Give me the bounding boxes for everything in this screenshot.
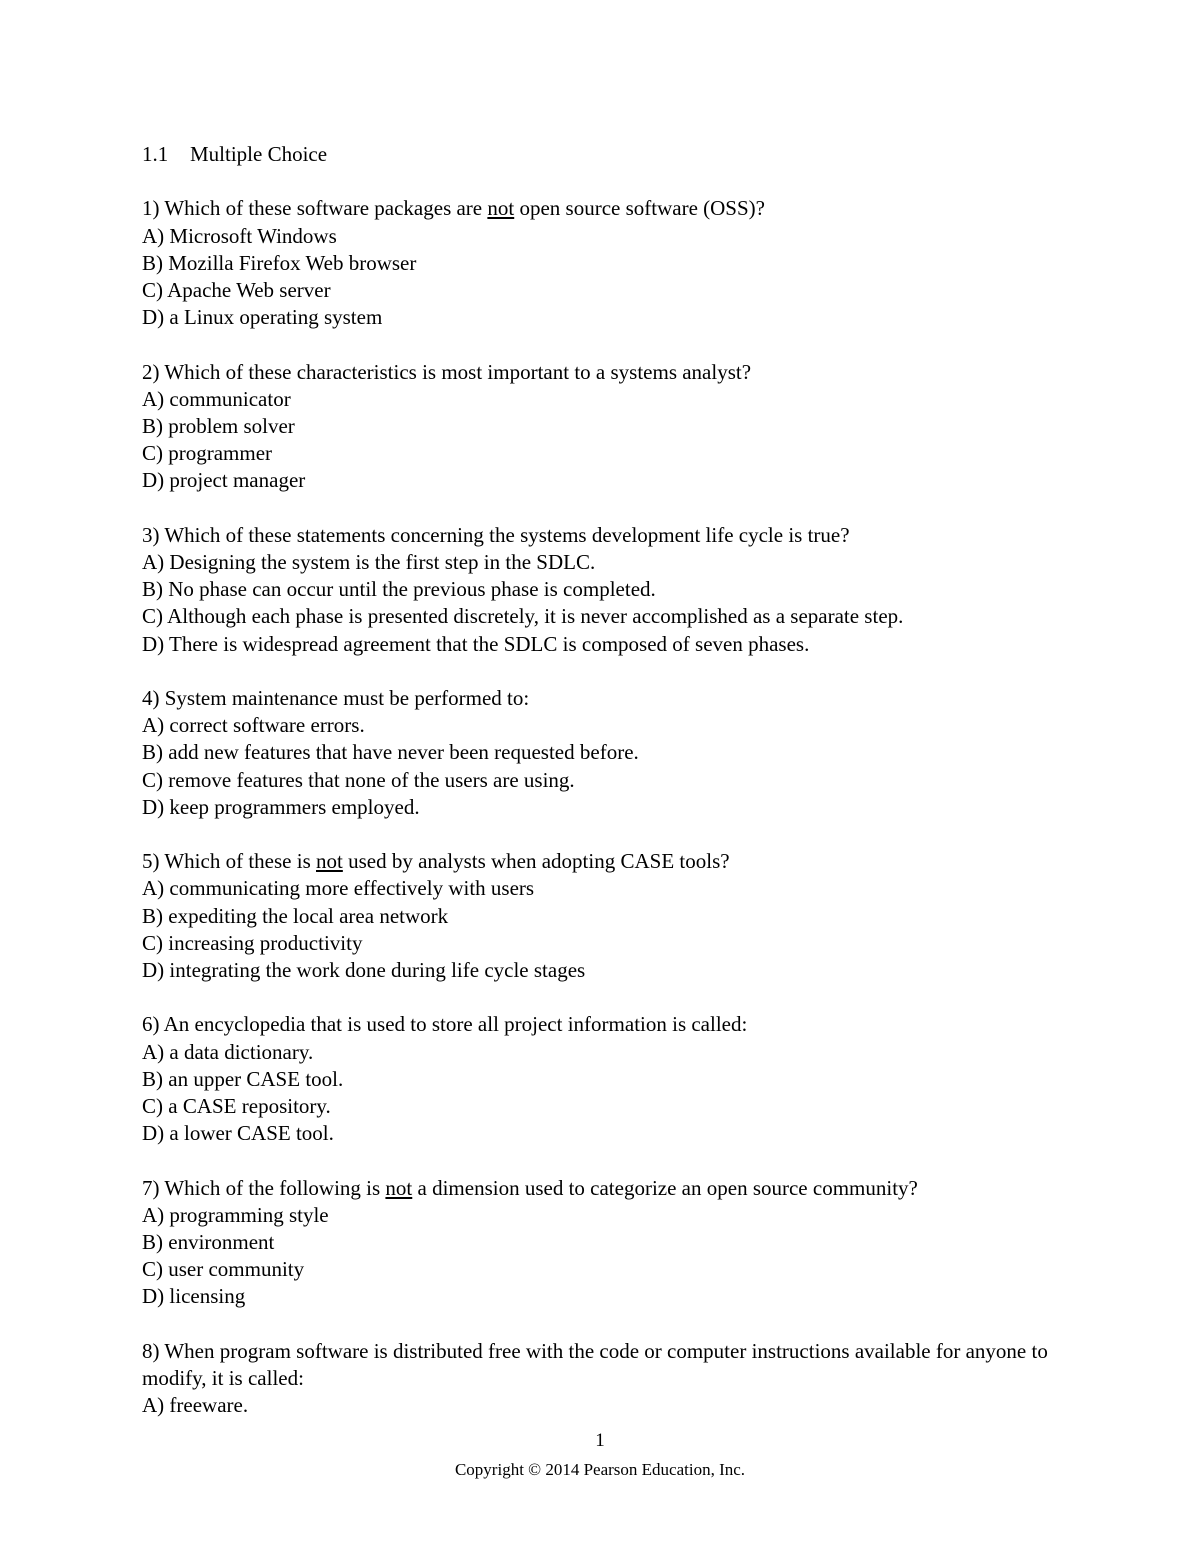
- question-stem: [142, 1175, 1082, 1202]
- question-stem: [142, 685, 1082, 712]
- answer-option: A) a data dictionary.: [142, 1039, 314, 1064]
- question-stem-text: 2) Which of these characteristics is most important to a systems analyst?: [142, 359, 752, 384]
- question-stem-text: 6) An encyclopedia that is used to store all project information is called:: [142, 1012, 748, 1037]
- question-stem-text: used by analysts when adopting CASE tools?: [342, 849, 730, 874]
- answer-option: C) user community: [142, 1257, 305, 1282]
- question-stem-text: a dimension used to categorize an open source community?: [412, 1175, 918, 1200]
- question-stem: [142, 1011, 1082, 1038]
- answer-option: D) integrating the work done during life cycle stages: [142, 958, 586, 983]
- answer-option: C) remove features that none of the users are using.: [142, 767, 575, 792]
- question-list: [142, 195, 1082, 1419]
- answer-option: B) an upper CASE tool.: [142, 1066, 344, 1091]
- question-stem-text: 3) Which of these statements concerning the systems development life cycle is true?: [142, 522, 850, 547]
- question-stem-text: open source software (OSS)?: [514, 196, 765, 221]
- question-block: [142, 195, 1082, 331]
- answer-option: C) Although each phase is presented discretely, it is never accomplished as a separate step.: [142, 604, 904, 629]
- answer-option: A) programming style: [142, 1202, 329, 1227]
- answer-option: A) communicator: [142, 386, 291, 411]
- question-stem-text: 4) System maintenance must be performed to:: [142, 686, 530, 710]
- question-stem: [142, 359, 1082, 386]
- answer-option: A) Microsoft Windows: [142, 223, 337, 248]
- answer-option: D) keep programmers employed.: [142, 794, 420, 819]
- question-stem: [142, 195, 1082, 222]
- section-heading: [142, 141, 1082, 168]
- answer-option: B) expediting the local area network: [142, 903, 449, 928]
- answer-option: A) communicating more effectively with users: [142, 876, 535, 901]
- section-number: 1.1: [142, 142, 169, 166]
- copyright-notice: Copyright © 2014 Pearson Education, Inc.: [454, 1460, 746, 1479]
- section-title: Multiple Choice: [190, 142, 328, 166]
- page-number: 1: [595, 1430, 605, 1451]
- emphasis-underlined-word: not: [487, 196, 515, 221]
- question-block: [142, 848, 1082, 984]
- answer-option: C) programmer: [142, 441, 273, 466]
- question-block: [142, 1175, 1082, 1311]
- answer-option: B) environment: [142, 1230, 275, 1255]
- answer-option: D) licensing: [142, 1284, 246, 1309]
- answer-option: A) correct software errors.: [142, 713, 365, 738]
- answer-option: B) Mozilla Firefox Web browser: [142, 250, 417, 275]
- question-stem: [142, 1338, 1082, 1392]
- emphasis-underlined-word: not: [385, 1175, 413, 1200]
- answer-option: D) project manager: [142, 468, 306, 493]
- answer-option: D) a Linux operating system: [142, 305, 383, 330]
- question-stem-text: 8) When program software is distributed free with the code or computer instructions available for anyone to modify, it is called:: [142, 1338, 1054, 1391]
- answer-option: B) problem solver: [142, 414, 295, 438]
- answer-option: C) a CASE repository.: [142, 1094, 331, 1119]
- question-block: [142, 522, 1082, 658]
- emphasis-underlined-word: not: [316, 849, 343, 874]
- question-block: [142, 1011, 1082, 1147]
- answer-option: D) There is widespread agreement that the SDLC is composed of seven phases.: [142, 631, 810, 656]
- question-block: [142, 1338, 1082, 1420]
- answer-option: A) freeware.: [142, 1393, 249, 1418]
- question-stem-text: 1) Which of these software packages are: [142, 196, 488, 221]
- question-stem: [142, 522, 1082, 549]
- question-stem: [142, 848, 1082, 875]
- answer-option: B) No phase can occur until the previous phase is completed.: [142, 577, 656, 602]
- question-stem-text: 7) Which of the following is: [142, 1175, 386, 1200]
- question-block: [142, 359, 1082, 495]
- answer-option: C) Apache Web server: [142, 278, 331, 302]
- answer-option: D) a lower CASE tool.: [142, 1121, 334, 1146]
- page-content: [142, 141, 1082, 1447]
- answer-option: B) add new features that have never been requested before.: [142, 740, 639, 765]
- answer-option: C) increasing productivity: [142, 930, 363, 955]
- answer-option: A) Designing the system is the first step in the SDLC.: [142, 550, 596, 574]
- question-block: [142, 685, 1082, 821]
- question-stem-text: 5) Which of these is: [142, 849, 316, 874]
